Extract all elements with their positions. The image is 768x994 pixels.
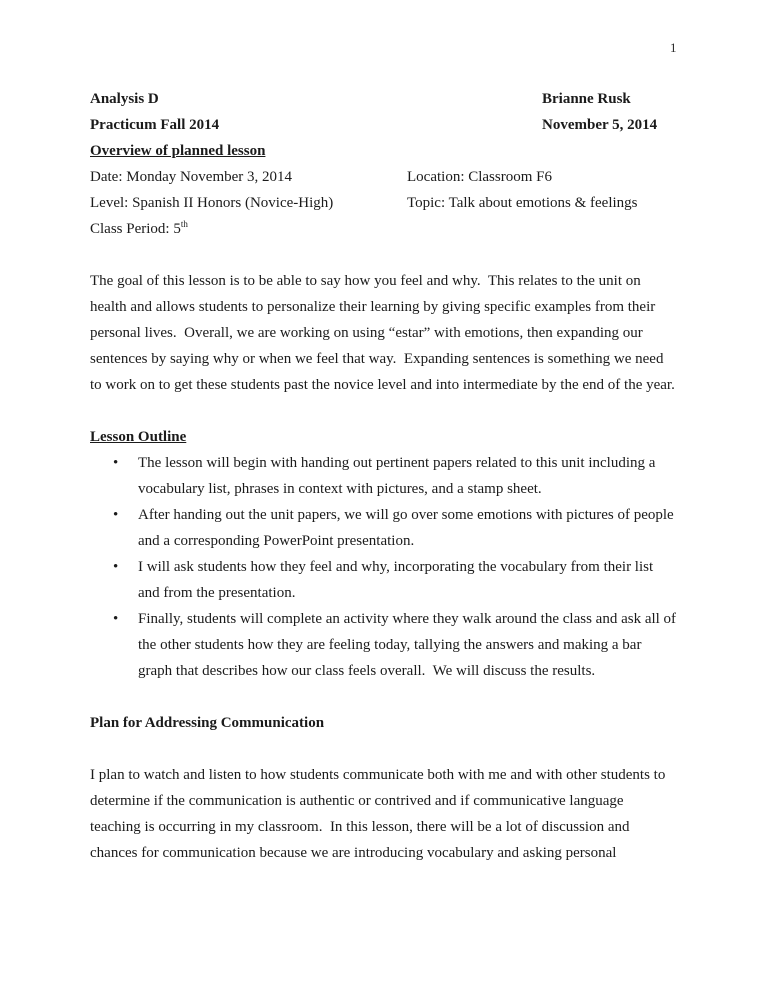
list-item-text: Finally, students will complete an activity where they walk around the class and ask all of the other students how they are feeling today, tallying the answers and making a bar graph that describes how our class feels overall. We will discuss the results. [138,611,680,679]
list-item [113,502,678,554]
bullet-icon: • [113,507,119,523]
lesson-outline-title-row [90,424,678,450]
page-number: 1 [670,40,677,55]
list-item-text: The lesson will begin with handing out pertinent papers related to this unit including a vocabulary list, phrases in context with pictures, and a stamp sheet. [138,455,660,497]
communication-paragraph: I plan to watch and listen to how students communicate both with me and with other students to determine if the communication is authentic or contrived and if communicative language teaching is occurring in my classroom. In this lesson, there will be a lot of discussion and chances for communication because we are introducing vocabulary and asking personal [90,767,670,861]
overview-row-level [90,190,678,216]
lesson-level: Level: Spanish II Honors (Novice-High) [90,195,334,211]
lesson-date: Date: Monday November 3, 2014 [90,169,293,185]
list-item [113,606,678,684]
header-row-2 [90,112,678,138]
class-period: Class Period: 5th [90,219,188,237]
overview-row-date [90,164,678,190]
lesson-outline-title: Lesson Outline [90,429,187,445]
author-name: Brianne Rusk [542,91,631,107]
lesson-topic: Topic: Talk about emotions & feelings [407,195,638,211]
communication-section-title: Plan for Addressing Communication [90,715,325,731]
document-date: November 5, 2014 [542,117,658,133]
goal-paragraph: The goal of this lesson is to be able to say how you feel and why. This relates to the unit on health and allows students to personalize their learning by giving specific examples from their personal lives. Overall, we are working on using “estar” with emotions, then expanding our sentences by saying why or when we feel that way. Expanding sentences is something we need to work on to get these students past the novice level and into intermediate by the end of the year. [90,273,675,393]
list-item [113,450,678,502]
lesson-location: Location: Classroom F6 [407,169,552,185]
document-content [90,86,678,866]
bullet-icon: • [113,559,119,575]
overview-row-period [90,216,678,242]
overview-section-title: Overview of planned lesson [90,143,266,159]
course-title: Analysis D [90,91,159,107]
communication-title-row [90,710,678,736]
class-period-ordinal: th [180,219,188,229]
term-label: Practicum Fall 2014 [90,117,220,133]
list-item [113,554,678,606]
list-item-text: After handing out the unit papers, we will go over some emotions with pictures of people and a corresponding PowerPoint presentation. [138,507,678,549]
list-item-text: I will ask students how they feel and why, incorporating the vocabulary from their list and from the presentation. [138,559,657,601]
bullet-icon: • [113,611,119,627]
bullet-icon: • [113,455,119,471]
overview-title-row [90,138,678,164]
header-row-1 [90,86,678,112]
lesson-outline-list [90,450,678,684]
